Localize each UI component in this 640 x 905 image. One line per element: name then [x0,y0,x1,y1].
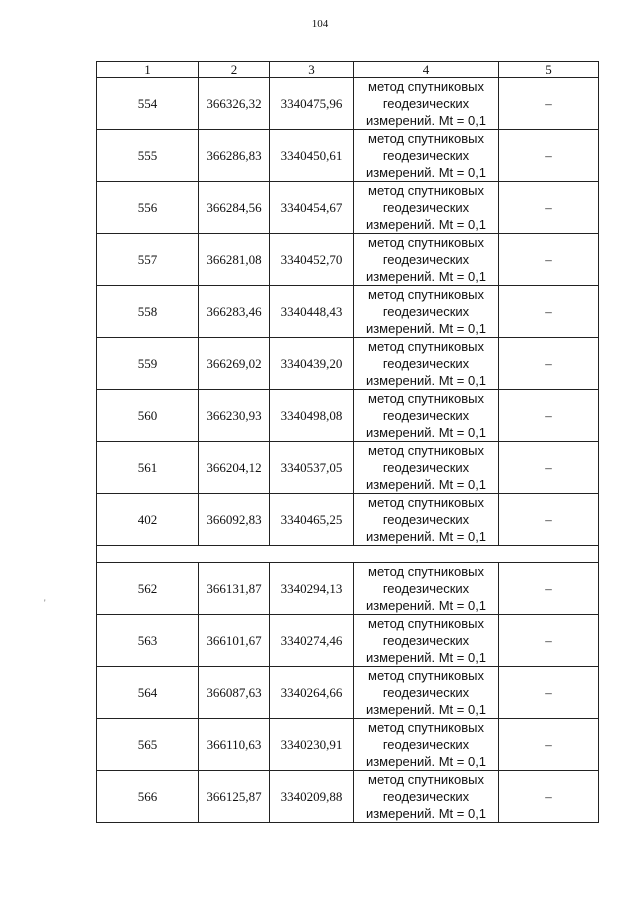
method-line: метод спутниковых [368,564,484,579]
method-cell [354,338,499,390]
y-coordinate-cell: 3340450,61 [270,130,354,182]
method-line: измерений. Mt = 0,1 [365,477,487,492]
method-line: метод спутниковых [368,720,484,735]
note-cell: – [499,563,599,615]
method-line: измерений. Mt = 0,1 [365,529,487,544]
column-header: 4 [354,62,499,78]
method-line: измерений. Mt = 0,1 [365,806,487,821]
method-line: геодезических [382,581,470,596]
table-row [97,615,599,667]
method-line: геодезических [382,148,470,163]
table-row [97,771,599,823]
table-row [97,494,599,546]
method-line: геодезических [382,789,470,804]
note-cell: – [499,442,599,494]
method-cell [354,442,499,494]
method-line: измерений. Mt = 0,1 [365,373,487,388]
note-cell: – [499,234,599,286]
method-line: геодезических [382,685,470,700]
method-line: геодезических [382,512,470,527]
x-coordinate-cell: 366204,12 [199,442,270,494]
column-header: 3 [270,62,354,78]
method-line: измерений. Mt = 0,1 [365,165,487,180]
method-line: измерений. Mt = 0,1 [365,217,487,232]
method-line: метод спутниковых [368,495,484,510]
note-cell: – [499,494,599,546]
page-number: 104 [311,18,329,30]
method-cell [354,182,499,234]
note-cell: – [499,338,599,390]
y-coordinate-cell: 3340264,66 [270,667,354,719]
point-number-cell: 554 [97,78,199,130]
table-row [97,182,599,234]
point-number-cell: 563 [97,615,199,667]
note-cell: – [499,390,599,442]
note-cell: – [499,719,599,771]
point-number-cell: 556 [97,182,199,234]
x-coordinate-cell: 366131,87 [199,563,270,615]
column-header: 2 [199,62,270,78]
method-cell [354,390,499,442]
note-cell: – [499,667,599,719]
point-number-cell: 564 [97,667,199,719]
table-row [97,719,599,771]
x-coordinate-cell: 366283,46 [199,286,270,338]
method-line: метод спутниковых [368,287,484,302]
method-line: метод спутниковых [368,183,484,198]
point-number-cell: 555 [97,130,199,182]
method-line: метод спутниковых [368,668,484,683]
note-cell: – [499,286,599,338]
x-coordinate-cell: 366087,63 [199,667,270,719]
table-row [97,78,599,130]
y-coordinate-cell: 3340274,46 [270,615,354,667]
method-cell [354,563,499,615]
y-coordinate-cell: 3340209,88 [270,771,354,823]
method-cell [354,494,499,546]
method-line: метод спутниковых [368,131,484,146]
method-cell [354,667,499,719]
point-number-cell: 562 [97,563,199,615]
x-coordinate-cell: 366281,08 [199,234,270,286]
y-coordinate-cell: 3340454,67 [270,182,354,234]
method-line: геодезических [382,633,470,648]
x-coordinate-cell: 366092,83 [199,494,270,546]
table-row [97,563,599,615]
method-line: измерений. Mt = 0,1 [365,113,487,128]
point-number-cell: 558 [97,286,199,338]
x-coordinate-cell: 366101,67 [199,615,270,667]
table-row [97,130,599,182]
table-row [97,442,599,494]
method-line: метод спутниковых [368,772,484,787]
table-row [97,286,599,338]
method-line: измерений. Mt = 0,1 [365,321,487,336]
x-coordinate-cell: 366230,93 [199,390,270,442]
point-number-cell: 559 [97,338,199,390]
method-cell [354,719,499,771]
point-number-cell: 566 [97,771,199,823]
y-coordinate-cell: 3340439,20 [270,338,354,390]
x-coordinate-cell: 366326,32 [199,78,270,130]
x-coordinate-cell: 366125,87 [199,771,270,823]
method-line: метод спутниковых [368,616,484,631]
method-line: измерений. Mt = 0,1 [365,598,487,613]
y-coordinate-cell: 3340294,13 [270,563,354,615]
y-coordinate-cell: 3340475,96 [270,78,354,130]
method-line: метод спутниковых [368,79,484,94]
method-line: измерений. Mt = 0,1 [365,754,487,769]
note-cell: – [499,615,599,667]
x-coordinate-cell: 366269,02 [199,338,270,390]
table-row [97,338,599,390]
table-header-row [97,62,599,78]
y-coordinate-cell: 3340452,70 [270,234,354,286]
x-coordinate-cell: 366284,56 [199,182,270,234]
table-row [97,667,599,719]
method-cell [354,130,499,182]
y-coordinate-cell: 3340465,25 [270,494,354,546]
method-line: геодезических [382,460,470,475]
table-row [97,234,599,286]
table-row [97,390,599,442]
group-separator-row [97,546,599,563]
y-coordinate-cell: 3340537,05 [270,442,354,494]
point-number-cell: 557 [97,234,199,286]
method-line: измерений. Mt = 0,1 [365,650,487,665]
method-line: геодезических [382,304,470,319]
table-body [97,62,599,823]
y-coordinate-cell: 3340498,08 [270,390,354,442]
group-separator-cell [97,546,599,563]
method-line: геодезических [382,356,470,371]
point-number-cell: 565 [97,719,199,771]
method-line: измерений. Mt = 0,1 [365,425,487,440]
coordinates-table [96,61,599,823]
method-line: геодезических [382,408,470,423]
point-number-cell: 561 [97,442,199,494]
method-line: измерений. Mt = 0,1 [365,269,487,284]
method-cell [354,771,499,823]
method-line: геодезических [382,96,470,111]
x-coordinate-cell: 366286,83 [199,130,270,182]
method-line: измерений. Mt = 0,1 [365,702,487,717]
method-line: геодезических [382,737,470,752]
method-line: геодезических [382,252,470,267]
note-cell: – [499,130,599,182]
method-cell [354,234,499,286]
column-header: 1 [97,62,199,78]
note-cell: – [499,182,599,234]
method-line: метод спутниковых [368,391,484,406]
note-cell: – [499,78,599,130]
stray-mark: ' [44,598,46,608]
y-coordinate-cell: 3340448,43 [270,286,354,338]
method-line: метод спутниковых [368,235,484,250]
method-cell [354,78,499,130]
point-number-cell: 402 [97,494,199,546]
note-cell: – [499,771,599,823]
y-coordinate-cell: 3340230,91 [270,719,354,771]
column-header: 5 [499,62,599,78]
method-line: метод спутниковых [368,339,484,354]
method-cell [354,615,499,667]
method-cell [354,286,499,338]
x-coordinate-cell: 366110,63 [199,719,270,771]
method-line: геодезических [382,200,470,215]
point-number-cell: 560 [97,390,199,442]
method-line: метод спутниковых [368,443,484,458]
